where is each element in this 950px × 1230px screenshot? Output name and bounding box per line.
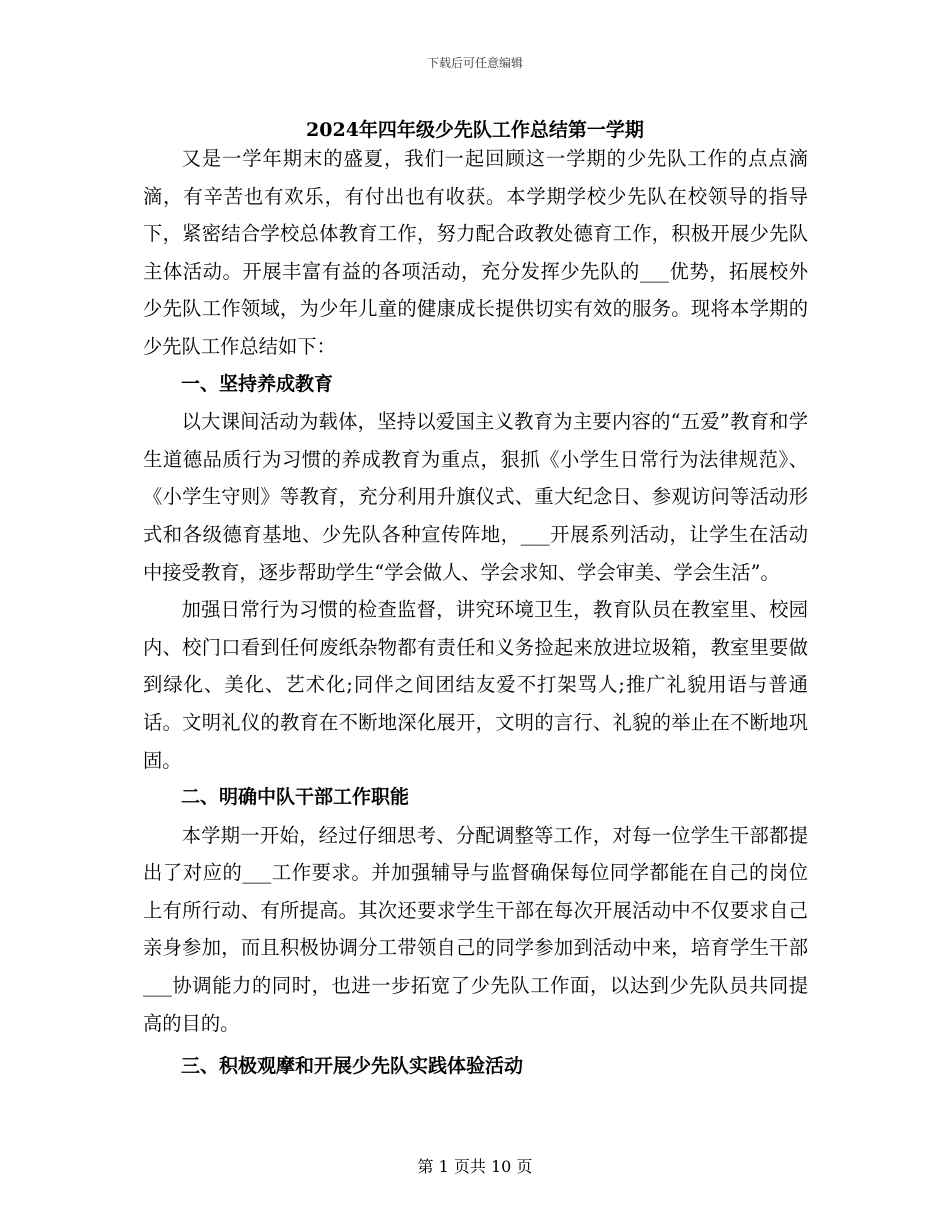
section-2-heading: 二、明确中队干部工作职能 bbox=[181, 786, 410, 809]
document-body bbox=[143, 140, 808, 1086]
document-title: 2024年四年级少先队工作总结第一学期 bbox=[306, 119, 644, 141]
section-1-paragraph-2: 加强日常行为习惯的检查监督，讲究环境卫生，教育队员在教室里、校园内、校门口看到任何废纸杂物都有责任和义务捡起来放进垃圾箱，教室里要做到绿化、美化、艺术化;同伴之间团结友爱不打架骂人;推广礼貌用语与普通话。文明礼仪的教育在不断地深化展开，文明的言行、礼貌的举止在不断地巩固。 bbox=[143, 598, 808, 772]
page-footer: 第 1 页共 10 页 bbox=[417, 1157, 533, 1176]
intro-paragraph: 又是一学年期末的盛夏，我们一起回顾这一学期的少先队工作的点点滴滴，有辛苦也有欢乐，有付出也有收获。本学期学校少先队在校领导的指导下，紧密结合学校总体教育工作，努力配合政教处德育工作，积极开展少先队主体活动。开展丰富有益的各项活动，充分发挥少先队的___优势，拓展校外少先队工作领域，为少年儿童的健康成长提供切实有效的服务。现将本学期的少先队工作总结如下： bbox=[143, 147, 808, 358]
page-header-note: 下载后可任意编辑 bbox=[426, 56, 523, 70]
section-1-paragraph-1: 以大课间活动为载体，坚持以爱国主义教育为主要内容的“五爱”教育和学生道德品质行为习惯的养成教育为重点，狠抓《小学生日常行为法律规范》、《小学生守则》等教育，充分利用升旗仪式、重大纪念日、参观访问等活动形式和各级德育基地、少先队各种宣传阵地，___开展系列活动，让学生在活动中接受教育，逐步帮助学生“学会做人、学会求知、学会审美、学会生活”。 bbox=[143, 410, 808, 584]
section-1-heading: 一、坚持养成教育 bbox=[181, 372, 334, 395]
section-2-paragraph-1: 本学期一开始，经过仔细思考、分配调整等工作，对每一位学生干部都提出了对应的___工作要求。并加强辅导与监督确保每位同学都能在自己的岗位上有所行动、有所提高。其次还要求学生干部在每次开展活动中不仅要求自己亲身参加，而且积极协调分工带领自己的同学参加到活动中来，培育学生干部___协调能力的同时，也进一步拓宽了少先队工作面，以达到少先队员共同提高的目的。 bbox=[143, 823, 808, 1035]
section-3-heading: 三、积极观摩和开展少先队实践体验活动 bbox=[181, 1055, 524, 1078]
